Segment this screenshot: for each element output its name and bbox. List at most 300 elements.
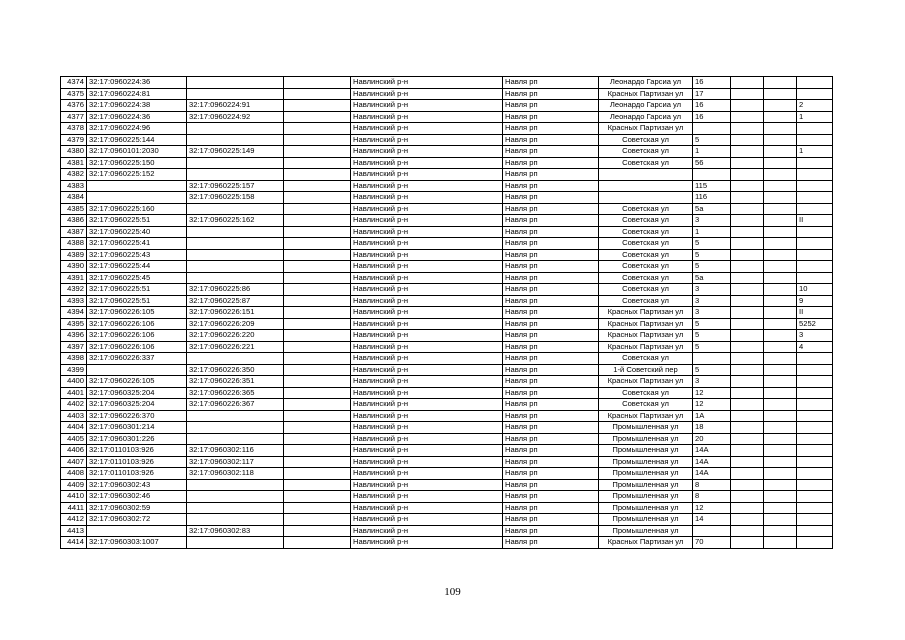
house-number-cell: 1 [693,146,731,158]
extra-column-b-cell [764,238,797,250]
extra-column-a-cell [731,376,764,388]
row-number-cell: 4385 [61,203,87,215]
table-row [61,376,833,388]
parcel-number-cell [187,157,284,169]
blank-column-cell [284,203,351,215]
house-number-cell [693,353,731,365]
cadastral-number-cell: 32:17:0110103:926 [87,468,187,480]
parcel-number-cell [187,88,284,100]
property-table [60,76,833,549]
row-number-cell: 4391 [61,272,87,284]
blank-column-cell [284,261,351,273]
settlement-cell: Навля рп [503,169,599,181]
extra-column-b-cell [764,456,797,468]
blank-column-cell [284,88,351,100]
apartment-number-cell: II [797,215,833,227]
extra-column-a-cell [731,433,764,445]
house-number-cell: 12 [693,387,731,399]
settlement-cell: Навля рп [503,203,599,215]
extra-column-a-cell [731,146,764,158]
row-number-cell: 4396 [61,330,87,342]
row-number-cell: 4404 [61,422,87,434]
blank-column-cell [284,77,351,89]
cadastral-number-cell: 32:17:0960226:105 [87,376,187,388]
row-number-cell: 4380 [61,146,87,158]
district-cell: Навлинский р-н [351,330,503,342]
extra-column-b-cell [764,215,797,227]
apartment-number-cell: 10 [797,284,833,296]
apartment-number-cell: II [797,307,833,319]
extra-column-b-cell [764,537,797,549]
parcel-number-cell [187,410,284,422]
cadastral-number-cell: 32:17:0960225:144 [87,134,187,146]
row-number-cell: 4377 [61,111,87,123]
row-number-cell: 4393 [61,295,87,307]
table-row [61,100,833,112]
extra-column-a-cell [731,192,764,204]
extra-column-b-cell [764,157,797,169]
parcel-number-cell [187,203,284,215]
cadastral-number-cell: 32:17:0960224:36 [87,77,187,89]
blank-column-cell [284,456,351,468]
extra-column-b-cell [764,514,797,526]
cadastral-number-cell: 32:17:0960225:150 [87,157,187,169]
blank-column-cell [284,341,351,353]
house-number-cell: 5а [693,272,731,284]
blank-column-cell [284,192,351,204]
table-row [61,422,833,434]
extra-column-b-cell [764,422,797,434]
apartment-number-cell [797,525,833,537]
settlement-cell: Навля рп [503,318,599,330]
settlement-cell: Навля рп [503,387,599,399]
row-number-cell: 4389 [61,249,87,261]
district-cell: Навлинский р-н [351,387,503,399]
table-row [61,330,833,342]
extra-column-a-cell [731,318,764,330]
table-row [61,180,833,192]
extra-column-a-cell [731,169,764,181]
row-number-cell: 4401 [61,387,87,399]
parcel-number-cell [187,123,284,135]
house-number-cell: 5а [693,203,731,215]
house-number-cell: 5 [693,134,731,146]
extra-column-a-cell [731,77,764,89]
house-number-cell: 8 [693,491,731,503]
street-cell [599,192,693,204]
apartment-number-cell [797,261,833,273]
extra-column-b-cell [764,502,797,514]
parcel-number-cell [187,502,284,514]
extra-column-a-cell [731,307,764,319]
parcel-number-cell [187,272,284,284]
extra-column-a-cell [731,468,764,480]
extra-column-a-cell [731,295,764,307]
street-cell: Леонардо Гарсиа ул [599,77,693,89]
blank-column-cell [284,180,351,192]
settlement-cell: Навля рп [503,192,599,204]
street-cell: Промышленная ул [599,433,693,445]
blank-column-cell [284,479,351,491]
extra-column-b-cell [764,88,797,100]
district-cell: Навлинский р-н [351,284,503,296]
parcel-number-cell [187,422,284,434]
house-number-cell: 5 [693,238,731,250]
row-number-cell: 4379 [61,134,87,146]
settlement-cell: Навля рп [503,295,599,307]
table-row [61,456,833,468]
settlement-cell: Навля рп [503,157,599,169]
settlement-cell: Навля рп [503,353,599,365]
street-cell: Советская ул [599,272,693,284]
row-number-cell: 4407 [61,456,87,468]
parcel-number-cell [187,537,284,549]
settlement-cell: Навля рп [503,514,599,526]
house-number-cell: 14А [693,468,731,480]
cadastral-number-cell: 32:17:0960225:51 [87,215,187,227]
apartment-number-cell: 1 [797,111,833,123]
street-cell: Советская ул [599,157,693,169]
street-cell: Советская ул [599,146,693,158]
blank-column-cell [284,399,351,411]
apartment-number-cell [797,88,833,100]
table-row [61,445,833,457]
blank-column-cell [284,272,351,284]
house-number-cell: 3 [693,307,731,319]
table-row [61,157,833,169]
parcel-number-cell: 32:17:0960302:116 [187,445,284,457]
table-row [61,525,833,537]
parcel-number-cell: 32:17:0960226:220 [187,330,284,342]
apartment-number-cell [797,410,833,422]
extra-column-b-cell [764,376,797,388]
blank-column-cell [284,146,351,158]
cadastral-number-cell: 32:17:0110103:926 [87,445,187,457]
parcel-number-cell: 32:17:0960224:92 [187,111,284,123]
settlement-cell: Навля рп [503,307,599,319]
blank-column-cell [284,123,351,135]
house-number-cell: 3 [693,295,731,307]
house-number-cell: 16 [693,77,731,89]
settlement-cell: Навля рп [503,410,599,422]
table-body [61,77,833,549]
apartment-number-cell [797,123,833,135]
extra-column-b-cell [764,318,797,330]
cadastral-number-cell: 32:17:0960303:1007 [87,537,187,549]
blank-column-cell [284,387,351,399]
apartment-number-cell [797,77,833,89]
extra-column-b-cell [764,249,797,261]
cadastral-number-cell: 32:17:0960226:370 [87,410,187,422]
apartment-number-cell [797,491,833,503]
district-cell: Навлинский р-н [351,433,503,445]
district-cell: Навлинский р-н [351,422,503,434]
district-cell: Навлинский р-н [351,456,503,468]
cadastral-number-cell [87,180,187,192]
district-cell: Навлинский р-н [351,318,503,330]
cadastral-number-cell: 32:17:0960225:45 [87,272,187,284]
house-number-cell [693,525,731,537]
district-cell: Навлинский р-н [351,295,503,307]
row-number-cell: 4395 [61,318,87,330]
cadastral-number-cell: 32:17:0960302:72 [87,514,187,526]
row-number-cell: 4400 [61,376,87,388]
extra-column-a-cell [731,491,764,503]
district-cell: Навлинский р-н [351,502,503,514]
cadastral-number-cell: 32:17:0960101:2030 [87,146,187,158]
cadastral-number-cell: 32:17:0960224:81 [87,88,187,100]
table-row [61,192,833,204]
extra-column-b-cell [764,307,797,319]
apartment-number-cell [797,353,833,365]
row-number-cell: 4381 [61,157,87,169]
page-number: 109 [444,586,461,598]
extra-column-a-cell [731,479,764,491]
district-cell: Навлинский р-н [351,364,503,376]
house-number-cell: 17 [693,88,731,100]
cadastral-number-cell: 32:17:0960225:41 [87,238,187,250]
blank-column-cell [284,433,351,445]
blank-column-cell [284,134,351,146]
parcel-number-cell: 32:17:0960226:221 [187,341,284,353]
blank-column-cell [284,502,351,514]
blank-column-cell [284,307,351,319]
settlement-cell: Навля рп [503,376,599,388]
row-number-cell: 4383 [61,180,87,192]
settlement-cell: Навля рп [503,433,599,445]
street-cell: Красных Партизан ул [599,123,693,135]
extra-column-b-cell [764,330,797,342]
blank-column-cell [284,364,351,376]
extra-column-b-cell [764,353,797,365]
table-row [61,353,833,365]
extra-column-b-cell [764,180,797,192]
house-number-cell: 8 [693,479,731,491]
blank-column-cell [284,226,351,238]
table-row [61,514,833,526]
parcel-number-cell [187,134,284,146]
district-cell: Навлинский р-н [351,353,503,365]
blank-column-cell [284,376,351,388]
extra-column-b-cell [764,226,797,238]
row-number-cell: 4398 [61,353,87,365]
street-cell: Промышленная ул [599,422,693,434]
street-cell: Промышленная ул [599,479,693,491]
extra-column-a-cell [731,88,764,100]
parcel-number-cell [187,249,284,261]
extra-column-a-cell [731,399,764,411]
street-cell [599,169,693,181]
apartment-number-cell: 2 [797,100,833,112]
district-cell: Навлинский р-н [351,215,503,227]
street-cell: Красных Партизан ул [599,537,693,549]
table-row [61,341,833,353]
cadastral-number-cell [87,525,187,537]
district-cell: Навлинский р-н [351,111,503,123]
extra-column-b-cell [764,341,797,353]
cadastral-number-cell: 32:17:0960225:160 [87,203,187,215]
extra-column-b-cell [764,272,797,284]
extra-column-a-cell [731,272,764,284]
cadastral-number-cell: 32:17:0960325:204 [87,399,187,411]
district-cell: Навлинский р-н [351,376,503,388]
house-number-cell: 5 [693,341,731,353]
blank-column-cell [284,353,351,365]
parcel-number-cell: 32:17:0960226:350 [187,364,284,376]
district-cell: Навлинский р-н [351,514,503,526]
cadastral-number-cell: 32:17:0960225:44 [87,261,187,273]
table-row [61,88,833,100]
house-number-cell: 14А [693,445,731,457]
table-row [61,491,833,503]
street-cell: 1-й Советский пер [599,364,693,376]
apartment-number-cell [797,192,833,204]
blank-column-cell [284,468,351,480]
settlement-cell: Навля рп [503,341,599,353]
extra-column-a-cell [731,341,764,353]
cadastral-number-cell: 32:17:0960225:152 [87,169,187,181]
house-number-cell: 5 [693,249,731,261]
district-cell: Навлинский р-н [351,88,503,100]
cadastral-number-cell: 32:17:0960225:43 [87,249,187,261]
apartment-number-cell [797,272,833,284]
row-number-cell: 4409 [61,479,87,491]
cadastral-number-cell: 32:17:0110103:926 [87,456,187,468]
blank-column-cell [284,157,351,169]
row-number-cell: 4410 [61,491,87,503]
house-number-cell: 56 [693,157,731,169]
district-cell: Навлинский р-н [351,238,503,250]
extra-column-a-cell [731,180,764,192]
apartment-number-cell: 9 [797,295,833,307]
district-cell: Навлинский р-н [351,226,503,238]
street-cell: Красных Партизан ул [599,307,693,319]
parcel-number-cell: 32:17:0960226:351 [187,376,284,388]
cadastral-number-cell: 32:17:0960225:51 [87,295,187,307]
blank-column-cell [284,295,351,307]
settlement-cell: Навля рп [503,456,599,468]
apartment-number-cell: 3 [797,330,833,342]
blank-column-cell [284,111,351,123]
district-cell: Навлинский р-н [351,537,503,549]
parcel-number-cell: 32:17:0960226:367 [187,399,284,411]
extra-column-a-cell [731,502,764,514]
blank-column-cell [284,249,351,261]
settlement-cell: Навля рп [503,180,599,192]
settlement-cell: Навля рп [503,88,599,100]
street-cell: Леонардо Гарсиа ул [599,100,693,112]
district-cell: Навлинский р-н [351,491,503,503]
house-number-cell: 3 [693,376,731,388]
parcel-number-cell: 32:17:0960225:158 [187,192,284,204]
settlement-cell: Навля рп [503,284,599,296]
cadastral-number-cell: 32:17:0960226:106 [87,330,187,342]
district-cell: Навлинский р-н [351,134,503,146]
house-number-cell: 5 [693,364,731,376]
row-number-cell: 4382 [61,169,87,181]
cadastral-number-cell [87,364,187,376]
parcel-number-cell [187,491,284,503]
cadastral-number-cell: 32:17:0960302:59 [87,502,187,514]
table-row [61,479,833,491]
street-cell: Промышленная ул [599,468,693,480]
extra-column-b-cell [764,399,797,411]
parcel-number-cell [187,226,284,238]
table-row [61,468,833,480]
apartment-number-cell [797,514,833,526]
cadastral-number-cell: 32:17:0960301:214 [87,422,187,434]
blank-column-cell [284,537,351,549]
house-number-cell: 14 [693,514,731,526]
district-cell: Навлинский р-н [351,169,503,181]
district-cell: Навлинский р-н [351,410,503,422]
district-cell: Навлинский р-н [351,123,503,135]
apartment-number-cell [797,376,833,388]
apartment-number-cell [797,433,833,445]
blank-column-cell [284,525,351,537]
apartment-number-cell: 1 [797,146,833,158]
district-cell: Навлинский р-н [351,307,503,319]
settlement-cell: Навля рп [503,146,599,158]
table-row [61,433,833,445]
street-cell: Промышленная ул [599,456,693,468]
apartment-number-cell [797,537,833,549]
parcel-number-cell: 32:17:0960225:87 [187,295,284,307]
apartment-number-cell: 4 [797,341,833,353]
extra-column-b-cell [764,295,797,307]
parcel-number-cell: 32:17:0960302:117 [187,456,284,468]
parcel-number-cell: 32:17:0960226:209 [187,318,284,330]
row-number-cell: 4397 [61,341,87,353]
district-cell: Навлинский р-н [351,272,503,284]
blank-column-cell [284,318,351,330]
extra-column-b-cell [764,284,797,296]
blank-column-cell [284,445,351,457]
extra-column-a-cell [731,100,764,112]
extra-column-a-cell [731,215,764,227]
blank-column-cell [284,100,351,112]
table-row [61,399,833,411]
blank-column-cell [284,169,351,181]
district-cell: Навлинский р-н [351,399,503,411]
street-cell: Советская ул [599,238,693,250]
extra-column-b-cell [764,410,797,422]
street-cell: Красных Партизан ул [599,330,693,342]
cadastral-number-cell: 32:17:0960224:38 [87,100,187,112]
house-number-cell: 20 [693,433,731,445]
district-cell: Навлинский р-н [351,261,503,273]
row-number-cell: 4402 [61,399,87,411]
extra-column-b-cell [764,433,797,445]
apartment-number-cell [797,364,833,376]
street-cell: Промышленная ул [599,445,693,457]
street-cell: Советская ул [599,353,693,365]
extra-column-a-cell [731,525,764,537]
street-cell: Советская ул [599,387,693,399]
parcel-number-cell [187,433,284,445]
row-number-cell: 4405 [61,433,87,445]
extra-column-b-cell [764,364,797,376]
district-cell: Навлинский р-н [351,249,503,261]
row-number-cell: 4411 [61,502,87,514]
settlement-cell: Навля рп [503,134,599,146]
table-row [61,272,833,284]
settlement-cell: Навля рп [503,249,599,261]
row-number-cell: 4384 [61,192,87,204]
apartment-number-cell [797,502,833,514]
street-cell: Советская ул [599,399,693,411]
parcel-number-cell: 32:17:0960226:151 [187,307,284,319]
